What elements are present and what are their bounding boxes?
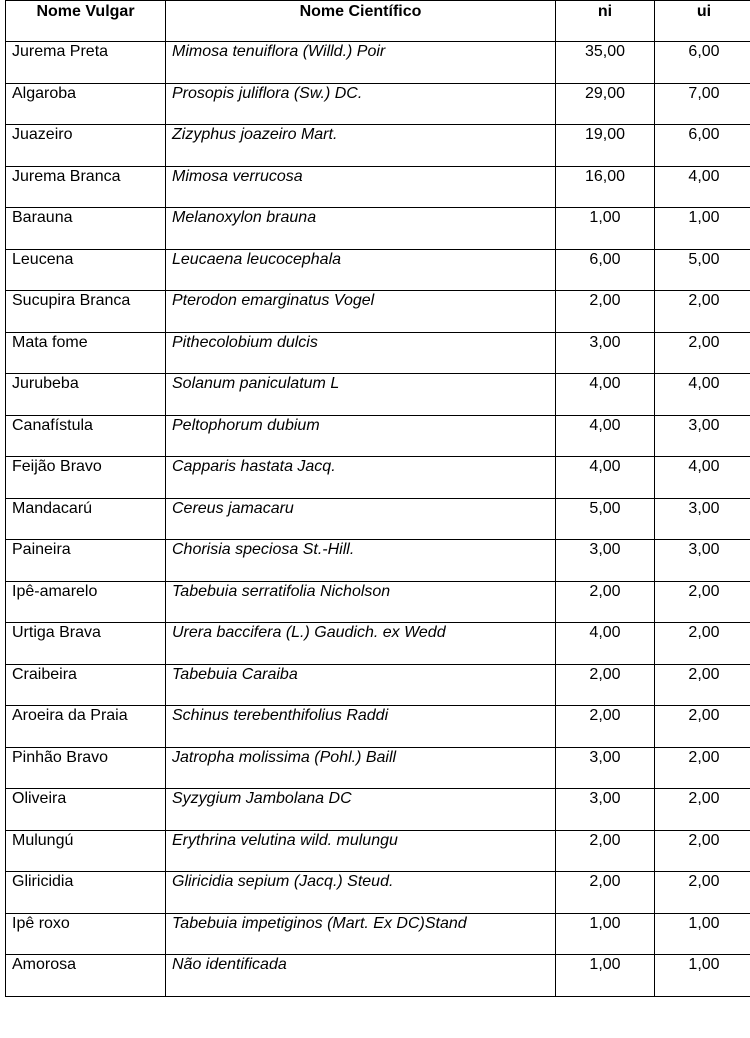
common-name-cell: Jurema Preta	[6, 42, 166, 84]
common-name-cell: Canafístula	[6, 415, 166, 457]
header-ui: ui	[655, 1, 750, 42]
scientific-name-cell: Não identificada	[166, 955, 556, 997]
ni-cell: 19,00	[556, 125, 655, 167]
common-name-cell: Leucena	[6, 249, 166, 291]
common-name-cell: Juazeiro	[6, 125, 166, 167]
ni-cell: 1,00	[556, 208, 655, 250]
ui-cell: 3,00	[655, 415, 750, 457]
ui-cell: 2,00	[655, 747, 750, 789]
ni-cell: 6,00	[556, 249, 655, 291]
ui-cell: 2,00	[655, 623, 750, 665]
scientific-name-cell: Prosopis juliflora (Sw.) DC.	[166, 83, 556, 125]
scientific-name-cell: Schinus terebenthifolius Raddi	[166, 706, 556, 748]
ni-cell: 2,00	[556, 664, 655, 706]
scientific-name-cell: Mimosa tenuiflora (Willd.) Poir	[166, 42, 556, 84]
scientific-name-cell: Urera baccifera (L.) Gaudich. ex Wedd	[166, 623, 556, 665]
ni-cell: 5,00	[556, 498, 655, 540]
ui-cell: 3,00	[655, 540, 750, 582]
scientific-name-cell: Capparis hastata Jacq.	[166, 457, 556, 499]
common-name-cell: Sucupira Branca	[6, 291, 166, 333]
table-row	[6, 830, 750, 872]
ni-cell: 3,00	[556, 789, 655, 831]
ui-cell: 4,00	[655, 374, 750, 416]
ui-cell: 2,00	[655, 830, 750, 872]
common-name-cell: Ipê-amarelo	[6, 581, 166, 623]
scientific-name-cell: Syzygium Jambolana DC	[166, 789, 556, 831]
common-name-cell: Barauna	[6, 208, 166, 250]
common-name-cell: Aroeira da Praia	[6, 706, 166, 748]
ui-cell: 2,00	[655, 581, 750, 623]
ni-cell: 1,00	[556, 913, 655, 955]
scientific-name-cell: Jatropha molissima (Pohl.) Baill	[166, 747, 556, 789]
ni-cell: 3,00	[556, 540, 655, 582]
scientific-name-cell: Tabebuia impetiginos (Mart. Ex DC)Stand	[166, 913, 556, 955]
common-name-cell: Amorosa	[6, 955, 166, 997]
ui-cell: 1,00	[655, 955, 750, 997]
ui-cell: 5,00	[655, 249, 750, 291]
table-header	[6, 1, 750, 42]
table-row	[6, 83, 750, 125]
ni-cell: 4,00	[556, 623, 655, 665]
table-row	[6, 955, 750, 997]
table-row	[6, 291, 750, 333]
ni-cell: 4,00	[556, 374, 655, 416]
table-row	[6, 498, 750, 540]
table-row	[6, 747, 750, 789]
ni-cell: 16,00	[556, 166, 655, 208]
table-row	[6, 872, 750, 914]
common-name-cell: Oliveira	[6, 789, 166, 831]
scientific-name-cell: Erythrina velutina wild. mulungu	[166, 830, 556, 872]
ui-cell: 2,00	[655, 664, 750, 706]
scientific-name-cell: Mimosa verrucosa	[166, 166, 556, 208]
table-row	[6, 706, 750, 748]
common-name-cell: Pinhão Bravo	[6, 747, 166, 789]
scientific-name-cell: Tabebuia serratifolia Nicholson	[166, 581, 556, 623]
ui-cell: 3,00	[655, 498, 750, 540]
ui-cell: 6,00	[655, 125, 750, 167]
table-row	[6, 913, 750, 955]
scientific-name-cell: Gliricidia sepium (Jacq.) Steud.	[166, 872, 556, 914]
ui-cell: 4,00	[655, 166, 750, 208]
ui-cell: 2,00	[655, 706, 750, 748]
scientific-name-cell: Zizyphus joazeiro Mart.	[166, 125, 556, 167]
table-row	[6, 42, 750, 84]
ni-cell: 2,00	[556, 291, 655, 333]
table-row	[6, 208, 750, 250]
common-name-cell: Mandacarú	[6, 498, 166, 540]
common-name-cell: Jurema Branca	[6, 166, 166, 208]
common-name-cell: Urtiga Brava	[6, 623, 166, 665]
table-row	[6, 415, 750, 457]
header-common-name: Nome Vulgar	[6, 1, 166, 42]
common-name-cell: Ipê roxo	[6, 913, 166, 955]
ni-cell: 3,00	[556, 332, 655, 374]
ui-cell: 7,00	[655, 83, 750, 125]
ui-cell: 2,00	[655, 291, 750, 333]
ui-cell: 2,00	[655, 872, 750, 914]
common-name-cell: Jurubeba	[6, 374, 166, 416]
common-name-cell: Feijão Bravo	[6, 457, 166, 499]
header-row	[6, 1, 750, 42]
ni-cell: 35,00	[556, 42, 655, 84]
ni-cell: 1,00	[556, 955, 655, 997]
table-row	[6, 457, 750, 499]
scientific-name-cell: Cereus jamacaru	[166, 498, 556, 540]
ui-cell: 4,00	[655, 457, 750, 499]
table-row	[6, 125, 750, 167]
ui-cell: 1,00	[655, 208, 750, 250]
ni-cell: 4,00	[556, 415, 655, 457]
table-row	[6, 332, 750, 374]
scientific-name-cell: Solanum paniculatum L	[166, 374, 556, 416]
table-row	[6, 581, 750, 623]
table-row	[6, 166, 750, 208]
species-table	[5, 0, 750, 997]
ui-cell: 6,00	[655, 42, 750, 84]
table-row	[6, 789, 750, 831]
ni-cell: 2,00	[556, 581, 655, 623]
ui-cell: 2,00	[655, 789, 750, 831]
ui-cell: 2,00	[655, 332, 750, 374]
ni-cell: 2,00	[556, 706, 655, 748]
scientific-name-cell: Peltophorum dubium	[166, 415, 556, 457]
scientific-name-cell: Leucaena leucocephala	[166, 249, 556, 291]
table-row	[6, 664, 750, 706]
table-row	[6, 623, 750, 665]
ui-cell: 1,00	[655, 913, 750, 955]
common-name-cell: Gliricidia	[6, 872, 166, 914]
table-row	[6, 249, 750, 291]
ni-cell: 2,00	[556, 830, 655, 872]
scientific-name-cell: Chorisia speciosa St.-Hill.	[166, 540, 556, 582]
header-scientific-name: Nome Científico	[166, 1, 556, 42]
common-name-cell: Mulungú	[6, 830, 166, 872]
ni-cell: 4,00	[556, 457, 655, 499]
table-row	[6, 540, 750, 582]
ni-cell: 3,00	[556, 747, 655, 789]
table-row	[6, 374, 750, 416]
scientific-name-cell: Melanoxylon brauna	[166, 208, 556, 250]
scientific-name-cell: Pterodon emarginatus Vogel	[166, 291, 556, 333]
ni-cell: 29,00	[556, 83, 655, 125]
ni-cell: 2,00	[556, 872, 655, 914]
common-name-cell: Mata fome	[6, 332, 166, 374]
header-ni: ni	[556, 1, 655, 42]
scientific-name-cell: Pithecolobium dulcis	[166, 332, 556, 374]
common-name-cell: Craibeira	[6, 664, 166, 706]
common-name-cell: Paineira	[6, 540, 166, 582]
common-name-cell: Algaroba	[6, 83, 166, 125]
scientific-name-cell: Tabebuia Caraiba	[166, 664, 556, 706]
table-body	[6, 42, 750, 997]
